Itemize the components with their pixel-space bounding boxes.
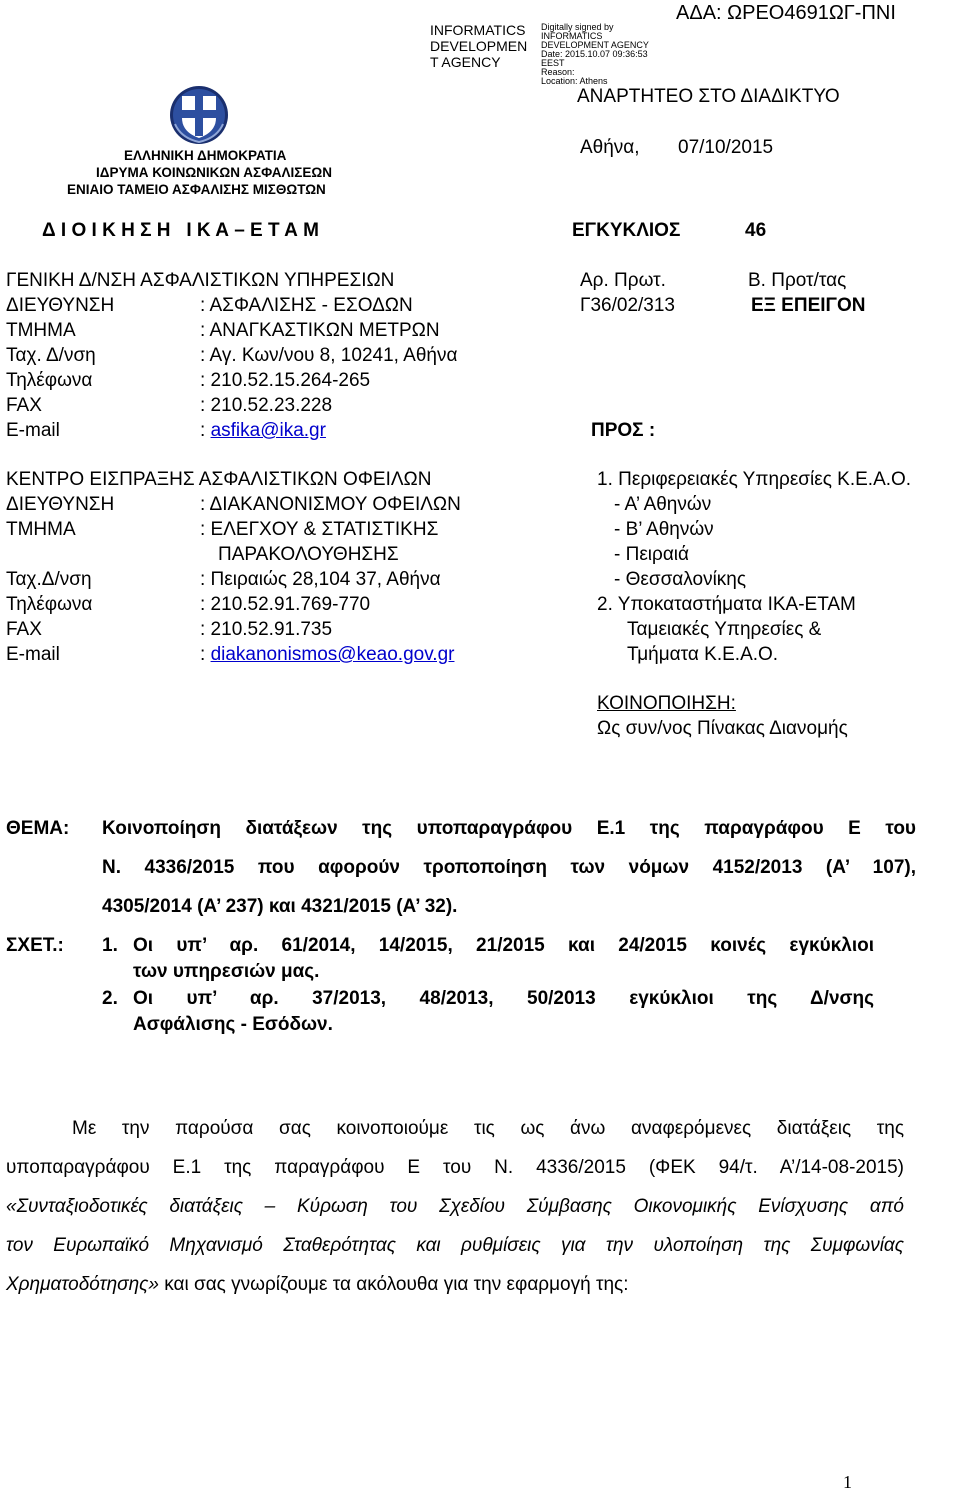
sender-label: ΔΙΕΥΘΥΝΣΗ [6, 494, 115, 515]
email-prefix: : [200, 420, 211, 441]
ref-line: των υπηρεσιών μας. [133, 961, 320, 982]
signature-detail: Location: Athens [541, 76, 608, 86]
sender-value: : Πειραιώς 28,104 37, Αθήνα [200, 569, 441, 590]
ref-line: Ασφάλισης - Εσόδων. [133, 1014, 333, 1035]
sender-label: ΤΜΗΜΑ [6, 320, 76, 341]
body-line [6, 1274, 628, 1296]
ref-label: ΣΧΕΤ.: [6, 935, 64, 956]
signature-agency-line: T AGENCY [430, 54, 501, 70]
org-line: ΙΔΡΥΜΑ ΚΟΙΝΩΝΙΚΩΝ ΑΣΦΑΛΙΣΕΩΝ [96, 165, 332, 180]
sender-email [200, 420, 326, 442]
signature-agency-line: INFORMATICS [430, 22, 526, 38]
sender-email [200, 644, 454, 666]
signature-agency-line: DEVELOPMEN [430, 38, 528, 54]
date: 07/10/2015 [678, 137, 774, 158]
subject-line: Ν. 4336/2015 που αφορούν τροποποίηση των νόμων 4152/2013 (Α’ 107), [102, 857, 916, 878]
sender-value: : ΑΣΦΑΛΙΣΗΣ - ΕΣΟΔΩΝ [200, 295, 413, 316]
subject-line: Κοινοποίηση διατάξεων της υποπαραγράφου Ε.1 της παραγράφου Ε του [102, 818, 916, 839]
sender-label: Τηλέφωνα [6, 370, 93, 391]
sender-value: : Αγ. Κων/νου 8, 10241, Αθήνα [200, 345, 458, 366]
body-line: υποπαραγράφου Ε.1 της παραγράφου Ε του Ν. 4336/2015 (ΦΕΚ 94/τ. Α’/14-08-2015) [6, 1157, 904, 1178]
body-line: Με την παρούσα σας κοινοποιούμε τις ως άνω αναφερόμενες διατάξεις της [72, 1118, 904, 1139]
signature-detail: Digitally signed by [541, 22, 614, 32]
subject-label: ΘΕΜΑ: [6, 818, 70, 839]
body-rest: και σας γνωρίζουμε τα ακόλουθα για την εφαρμογή της: [158, 1274, 629, 1295]
recipient-item: - Β’ Αθηνών [614, 519, 714, 540]
body-italic-part: Χρηματοδότησης» [6, 1274, 159, 1295]
signature-detail: Reason: [541, 67, 575, 77]
recipient-item: 2. Υποκαταστήματα ΙΚΑ-ΕΤΑΜ [597, 594, 856, 615]
body-line: «Συνταξιοδοτικές διατάξεις – Κύρωση του Σχεδίου Σύμβασης Οικονομικής Ενίσχυσης από [6, 1196, 904, 1217]
ref-line: Οι υπ’ αρ. 61/2014, 14/2015, 21/2015 και 24/2015 κοινές εγκύκλιοι [133, 935, 874, 956]
place: Αθήνα, [580, 137, 640, 158]
recipient-item: Τμήματα Κ.Ε.Α.Ο. [627, 644, 779, 665]
ref-line: Οι υπ’ αρ. 37/2013, 48/2013, 50/2013 εγκύκλιοι της Δ/νσης [133, 988, 874, 1009]
protocol-number: Γ36/02/313 [580, 295, 675, 316]
subject-line: 4305/2014 (Α’ 237) και 4321/2015 (Α’ 32). [102, 896, 458, 917]
sender-value: : ΔΙΑΚΑΝΟΝΙΣΜΟΥ ΟΦΕΙΛΩΝ [200, 494, 461, 515]
sender-label: E-mail [6, 644, 60, 665]
email-link[interactable]: diakanonismos@keao.gov.gr [210, 644, 455, 665]
sender-value: : 210.52.15.264-265 [200, 370, 371, 391]
signature-detail: Date: 2015.10.07 09:36:53 [541, 49, 648, 59]
sender-value: : 210.52.23.228 [200, 395, 333, 416]
email-link[interactable]: asfika@ika.gr [210, 420, 326, 441]
sender-label: Ταχ.Δ/νση [6, 569, 92, 590]
sender-label: ΔΙΕΥΘΥΝΣΗ [6, 295, 115, 316]
org-line: ΕΝΙΑΙΟ ΤΑΜΕΙΟ ΑΣΦΑΛΙΣΗΣ ΜΙΣΘΩΤΩΝ [67, 182, 326, 197]
sender-label: ΓΕΝΙΚΗ Δ/ΝΣΗ ΑΣΦΑΛΙΣΤΙΚΩΝ ΥΠΗΡΕΣΙΩΝ [6, 270, 395, 291]
sender-value: : 210.52.91.769-770 [200, 594, 371, 615]
sender-label: FAX [6, 395, 42, 416]
sender-label: ΤΜΗΜΑ [6, 519, 76, 540]
sender-label: Τηλέφωνα [6, 594, 93, 615]
page-number: 1 [843, 1472, 852, 1492]
protocol-label: Αρ. Πρωτ. [580, 270, 666, 291]
recipient-item: - Πειραιά [614, 544, 690, 565]
sender-value: : ΕΛΕΓΧΟΥ & ΣΤΑΤΙΣΤΙΚΗΣ [200, 519, 439, 540]
signature-detail: INFORMATICS [541, 31, 603, 41]
recipient-item: Ταμειακές Υπηρεσίες & [627, 619, 822, 640]
priority-value: ΕΞ ΕΠΕΙΓΟΝ [751, 295, 866, 316]
ref-number: 2. [102, 988, 118, 1009]
sender-label: E-mail [6, 420, 60, 441]
to-label: ΠΡΟΣ : [591, 420, 656, 441]
sender-label: FAX [6, 619, 42, 640]
ada-code: ΑΔΑ: ΩΡΕΟ4691ΩΓ-ΠΝΙ [676, 2, 896, 24]
recipient-item: 1. Περιφερειακές Υπηρεσίες Κ.Ε.Α.Ο. [597, 469, 912, 490]
internet-note: ΑΝΑΡΤΗΤΕΟ ΣΤΟ ΔΙΑΔΙΚΤΥΟ [577, 86, 840, 107]
ref-number: 1. [102, 935, 118, 956]
cc-text: Ως συν/νος Πίνακας Διανομής [597, 718, 848, 739]
priority-label: Β. Προτ/τας [748, 270, 847, 291]
sender-label: Ταχ. Δ/νση [6, 345, 96, 366]
direction-title: Δ Ι Ο Ι Κ Η Σ Η Ι Κ Α – Ε Τ Α Μ [42, 220, 320, 241]
email-prefix: : [200, 644, 211, 665]
sender-value: : 210.52.91.735 [200, 619, 333, 640]
sender-value: ΠΑΡΑΚΟΛΟΥΘΗΣΗΣ [218, 544, 399, 565]
recipient-item: - Θεσσαλονίκης [614, 569, 747, 590]
cc-label: ΚΟΙΝΟΠΟΙΗΣΗ: [597, 693, 736, 714]
sender-label: ΚΕΝΤΡΟ ΕΙΣΠΡΑΞΗΣ ΑΣΦΑΛΙΣΤΙΚΩΝ ΟΦΕΙΛΩΝ [6, 469, 432, 490]
recipient-item: - Α’ Αθηνών [614, 494, 712, 515]
body-line: τον Ευρωπαϊκό Μηχανισμό Σταθερότητας και ρυθμίσεις για την υλοποίηση της Συμφωνίας [6, 1235, 904, 1256]
circular-number: 46 [745, 220, 767, 241]
greek-emblem-icon [168, 84, 230, 146]
signature-detail: DEVELOPMENT AGENCY [541, 40, 649, 50]
sender-value: : ΑΝΑΓΚΑΣΤΙΚΩΝ ΜΕΤΡΩΝ [200, 320, 440, 341]
org-line: ΕΛΛΗΝΙΚΗ ΔΗΜΟΚΡΑΤΙΑ [124, 148, 287, 163]
signature-detail: EEST [541, 58, 565, 68]
circular-label: ΕΓΚΥΚΛΙΟΣ [572, 220, 681, 241]
